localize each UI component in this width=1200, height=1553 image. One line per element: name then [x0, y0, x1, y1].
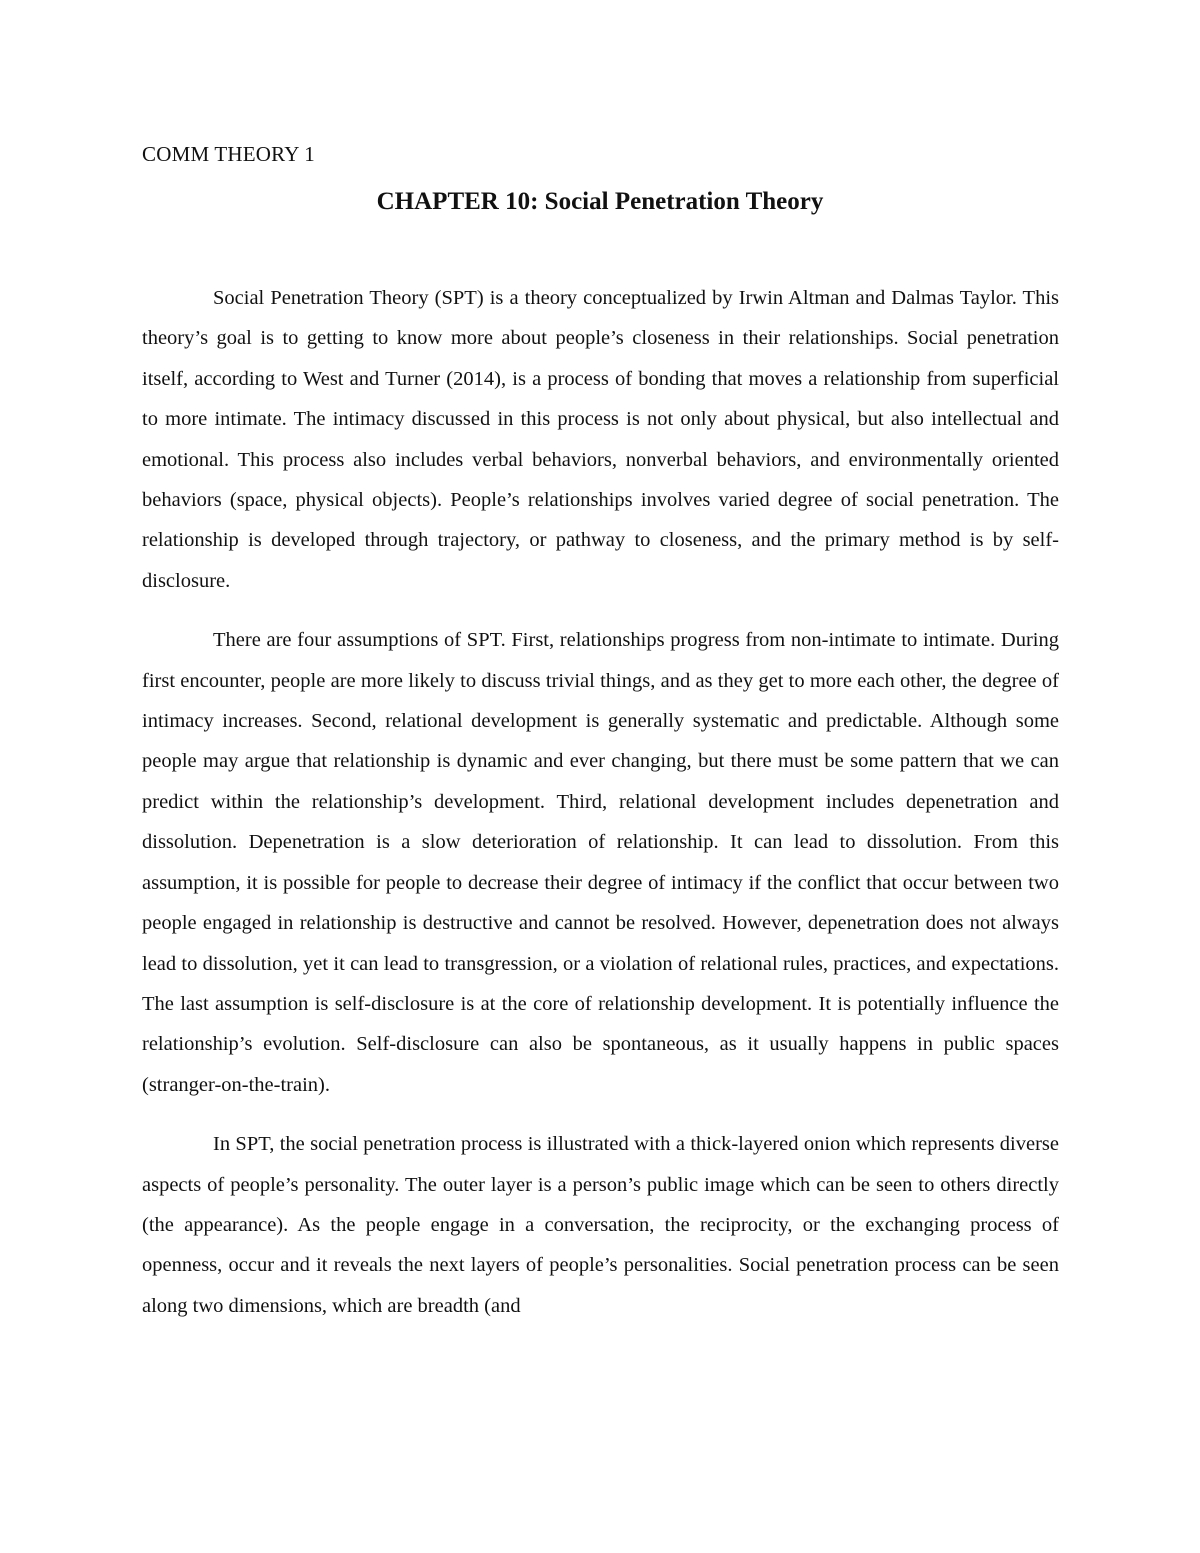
body-text [142, 278, 1059, 1345]
running-header: COMM THEORY 1 [142, 142, 315, 166]
paragraph-intro: Social Penetration Theory (SPT) is a theory conceptualized by Irwin Altman and Dalmas Taylor. This theory’s goal is to getting to know more about people’s closeness in their relationships. Social penetration itself, according to West and Turner (2014), is a process of bonding that moves a relationship from superficial to more intimate. The intimacy discussed in this process is not only about physical, but also intellectual and emotional. This process also includes verbal behaviors, nonverbal behaviors, and environmentally oriented behaviors (space, physical objects). People’s relationships involves varied degree of social penetration. The relationship is developed through trajectory, or pathway to closeness, and the primary method is by self-disclosure. [142, 287, 1059, 592]
paragraph-onion-model: In SPT, the social penetration process is illustrated with a thick-layered onion which represents diverse aspects of people’s personality. The outer layer is a person’s public image which can be seen to others directly (the appearance). As the people engage in a conversation, the reciprocity, or the exchanging process of openness, occur and it reveals the next layers of people’s personalities. Social penetration process can be seen along two dimensions, which are breadth (and [142, 1133, 1059, 1317]
chapter-title: CHAPTER 10: Social Penetration Theory [376, 188, 824, 215]
paragraph-assumptions: There are four assumptions of SPT. First, relationships progress from non-intimate to intimate. During first encounter, people are more likely to discuss trivial things, and as they get to more each other, the degree of intimacy increases. Second, relational development is generally systematic and predictable. Although some people may argue that relationship is dynamic and ever changing, but there must be some pattern that we can predict within the relationship’s development. Third, relational development includes depenetration and dissolution. Depenetration is a slow deterioration of relationship. It can lead to dissolution. From this assumption, it is possible for people to decrease their degree of intimacy if the conflict that occur between two people engaged in relationship is destructive and cannot be resolved. However, depenetration does not always lead to dissolution, yet it can lead to transgression, or a violation of relational rules, practices, and expectations. The last assumption is self-disclosure is at the core of relationship development. It is potentially influence the relationship’s evolution. Self-disclosure can also be spontaneous, as it usually happens in public spaces (stranger-on-the-train). [142, 629, 1059, 1096]
